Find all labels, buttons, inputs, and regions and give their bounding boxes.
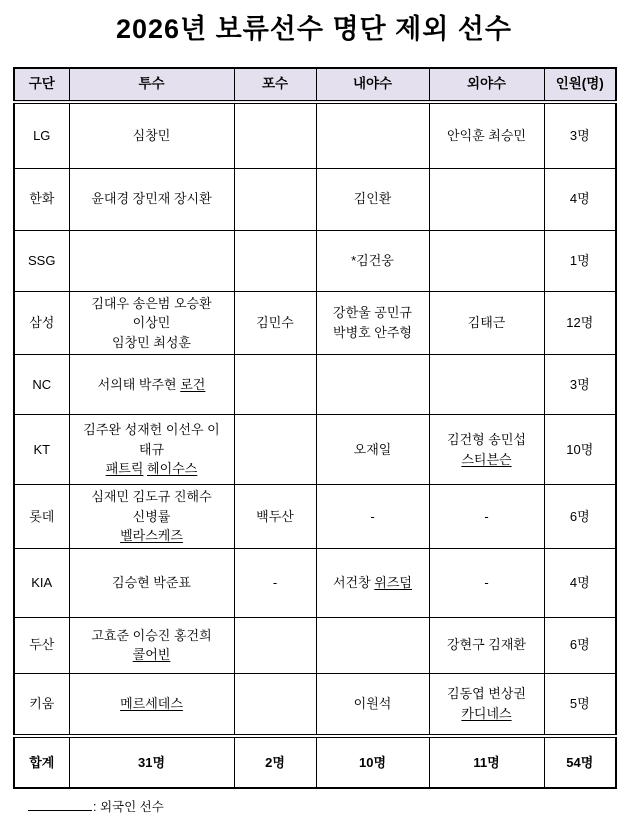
cell-line	[73, 294, 231, 314]
cell-club: KT	[14, 415, 69, 485]
cell-outfielders	[429, 673, 544, 736]
cell-line	[73, 189, 231, 209]
table-row	[14, 617, 616, 673]
cell-line	[238, 507, 313, 527]
cell-line	[73, 626, 231, 646]
cell-line	[433, 684, 541, 704]
cell-count: 1명	[544, 230, 616, 291]
player-name: 김주완 성재헌 이선우 이	[83, 422, 220, 438]
cell-line	[320, 573, 426, 593]
table-row	[14, 415, 616, 485]
foreign-player-name: 메르세데스	[120, 696, 183, 711]
cell-infielders	[316, 617, 429, 673]
column-header: 포수	[234, 68, 316, 102]
table-row	[14, 291, 616, 355]
foreign-player-name: 로건	[180, 376, 206, 392]
table-header	[14, 68, 616, 102]
column-header: 내야수	[316, 68, 429, 102]
cell-pitchers	[69, 415, 234, 485]
cell-catchers	[234, 485, 316, 549]
footnote	[28, 797, 628, 815]
cell-outfielders	[429, 355, 544, 415]
cell-line	[73, 333, 231, 353]
player-name: 김동엽 변상권	[447, 686, 526, 702]
table-row	[14, 548, 616, 617]
cell-infielders	[316, 355, 429, 415]
player-name: *김건웅	[351, 252, 394, 268]
cell-line	[320, 251, 426, 271]
column-header: 외야수	[429, 68, 544, 102]
table-row	[14, 102, 616, 168]
cell-infielders	[316, 291, 429, 355]
cell-catchers	[234, 230, 316, 291]
total-cell-count: 54명	[544, 736, 616, 788]
player-name: 이상민	[132, 315, 171, 330]
cell-club: 키움	[14, 673, 69, 736]
cell-line	[320, 694, 426, 714]
total-cell-club: 합계	[14, 736, 69, 788]
cell-catchers	[234, 168, 316, 230]
player-name: 이원석	[353, 696, 392, 711]
cell-pitchers	[69, 291, 234, 355]
cell-line	[433, 313, 541, 333]
cell-club: SSG	[14, 230, 69, 291]
cell-club: 롯데	[14, 485, 69, 549]
cell-outfielders	[429, 415, 544, 485]
cell-catchers	[234, 102, 316, 168]
total-row	[14, 736, 616, 788]
cell-line	[320, 323, 426, 343]
table-body	[14, 102, 616, 736]
player-name: 태규	[138, 441, 165, 457]
cell-pitchers	[69, 230, 234, 291]
cell-line	[238, 313, 313, 333]
cell-count: 12명	[544, 291, 616, 355]
cell-line	[320, 303, 426, 323]
cell-count: 3명	[544, 102, 616, 168]
cell-outfielders	[429, 168, 544, 230]
cell-club: 삼성	[14, 291, 69, 355]
cell-line	[73, 645, 231, 665]
page-title: 2026년 보류선수 명단 제외 선수	[116, 14, 512, 44]
cell-line	[73, 313, 231, 333]
column-header: 투수	[69, 68, 234, 102]
cell-line	[433, 450, 541, 470]
cell-line	[73, 126, 231, 146]
cell-outfielders	[429, 617, 544, 673]
cell-count: 4명	[544, 548, 616, 617]
total-cell-infielders: 10명	[316, 736, 429, 788]
cell-club: KIA	[14, 548, 69, 617]
player-name: 신병률	[132, 508, 171, 524]
player-name: 윤대경 장민재 장시환	[91, 191, 212, 207]
cell-pitchers	[69, 355, 234, 415]
cell-pitchers	[69, 617, 234, 673]
cell-count: 4명	[544, 168, 616, 230]
cell-pitchers	[69, 102, 234, 168]
player-name: 심재민 김도규 진해수	[91, 489, 212, 504]
players-table	[13, 67, 617, 789]
player-name: 강현구 김재환	[447, 637, 526, 653]
player-name: -	[484, 574, 489, 590]
cell-line	[73, 694, 231, 714]
foreign-player-name: 스티븐슨	[461, 451, 512, 467]
cell-infielders	[316, 168, 429, 230]
column-header: 구단	[14, 68, 69, 102]
foreign-player-name: 카디네스	[461, 705, 512, 721]
total-cell-outfielders: 11명	[429, 736, 544, 788]
player-name: -	[484, 508, 489, 524]
cell-catchers	[234, 673, 316, 736]
cell-infielders	[316, 415, 429, 485]
footnote-label: : 외국인 선수	[93, 800, 164, 814]
header-row	[14, 68, 616, 102]
cell-club: 두산	[14, 617, 69, 673]
cell-line	[73, 420, 231, 440]
player-name: 강한울 공민규	[333, 305, 412, 321]
cell-infielders	[316, 230, 429, 291]
cell-infielders	[316, 485, 429, 549]
cell-line	[433, 430, 541, 450]
cell-outfielders	[429, 230, 544, 291]
cell-infielders	[316, 548, 429, 617]
cell-line	[320, 440, 426, 460]
cell-line	[73, 375, 231, 395]
cell-count: 3명	[544, 355, 616, 415]
cell-outfielders	[429, 485, 544, 549]
player-name: 서의태 박주현	[97, 376, 181, 392]
cell-line	[433, 507, 541, 527]
total-cell-catchers: 2명	[234, 736, 316, 788]
cell-count: 5명	[544, 673, 616, 736]
cell-catchers	[234, 291, 316, 355]
cell-catchers	[234, 548, 316, 617]
cell-club: 한화	[14, 168, 69, 230]
player-name: 안익훈 최승민	[447, 128, 526, 143]
cell-count: 10명	[544, 415, 616, 485]
cell-line	[320, 189, 426, 209]
foreign-player-name: 패트릭	[105, 461, 144, 477]
footnote-underline-sample	[28, 800, 92, 811]
table-row	[14, 168, 616, 230]
player-name: 임창민 최성훈	[112, 334, 191, 350]
cell-pitchers	[69, 485, 234, 549]
player-name: 심창민	[132, 128, 171, 143]
total-cell-pitchers: 31명	[69, 736, 234, 788]
cell-catchers	[234, 415, 316, 485]
cell-infielders	[316, 673, 429, 736]
cell-infielders	[316, 102, 429, 168]
player-name: 김인환	[353, 191, 392, 207]
cell-outfielders	[429, 548, 544, 617]
cell-line	[73, 440, 231, 460]
cell-line	[238, 573, 313, 593]
cell-line	[73, 459, 231, 479]
table-row	[14, 673, 616, 736]
player-name: 김건형 송민섭	[447, 432, 526, 447]
cell-pitchers	[69, 548, 234, 617]
player-name: 오재일	[353, 441, 392, 457]
foreign-player-name: 벨라스케즈	[120, 528, 183, 543]
player-name: -	[272, 574, 278, 590]
cell-line	[433, 573, 541, 593]
player-name: 김승현 박준표	[112, 574, 191, 590]
foreign-player-name: 위즈덤	[374, 574, 412, 590]
cell-outfielders	[429, 102, 544, 168]
table-row	[14, 355, 616, 415]
cell-club: LG	[14, 102, 69, 168]
cell-line	[433, 704, 541, 724]
column-header: 인원(명)	[544, 68, 616, 102]
player-name: 김대우 송은범 오승환	[91, 295, 212, 311]
cell-pitchers	[69, 168, 234, 230]
cell-line	[433, 126, 541, 146]
cell-pitchers	[69, 673, 234, 736]
cell-line	[73, 526, 231, 546]
table-row	[14, 230, 616, 291]
cell-count: 6명	[544, 617, 616, 673]
cell-catchers	[234, 355, 316, 415]
player-name: 김태근	[467, 315, 506, 330]
table-row	[14, 485, 616, 549]
player-name: 서건창	[333, 574, 375, 590]
cell-catchers	[234, 617, 316, 673]
cell-line	[320, 507, 426, 527]
cell-count: 6명	[544, 485, 616, 549]
cell-line	[433, 635, 541, 655]
foreign-player-name: 헤이수스	[147, 461, 198, 477]
cell-club: NC	[14, 355, 69, 415]
cell-line	[73, 507, 231, 527]
cell-line	[73, 487, 231, 507]
cell-line	[73, 573, 231, 593]
player-name: 백두산	[256, 508, 294, 524]
player-name: 박병호 안주형	[333, 324, 412, 340]
cell-outfielders	[429, 291, 544, 355]
player-name: 고효준 이승진 홍건희	[91, 627, 212, 643]
player-name: -	[370, 508, 375, 524]
player-name: 김민수	[256, 315, 294, 330]
foreign-player-name: 콜어빈	[132, 647, 171, 662]
